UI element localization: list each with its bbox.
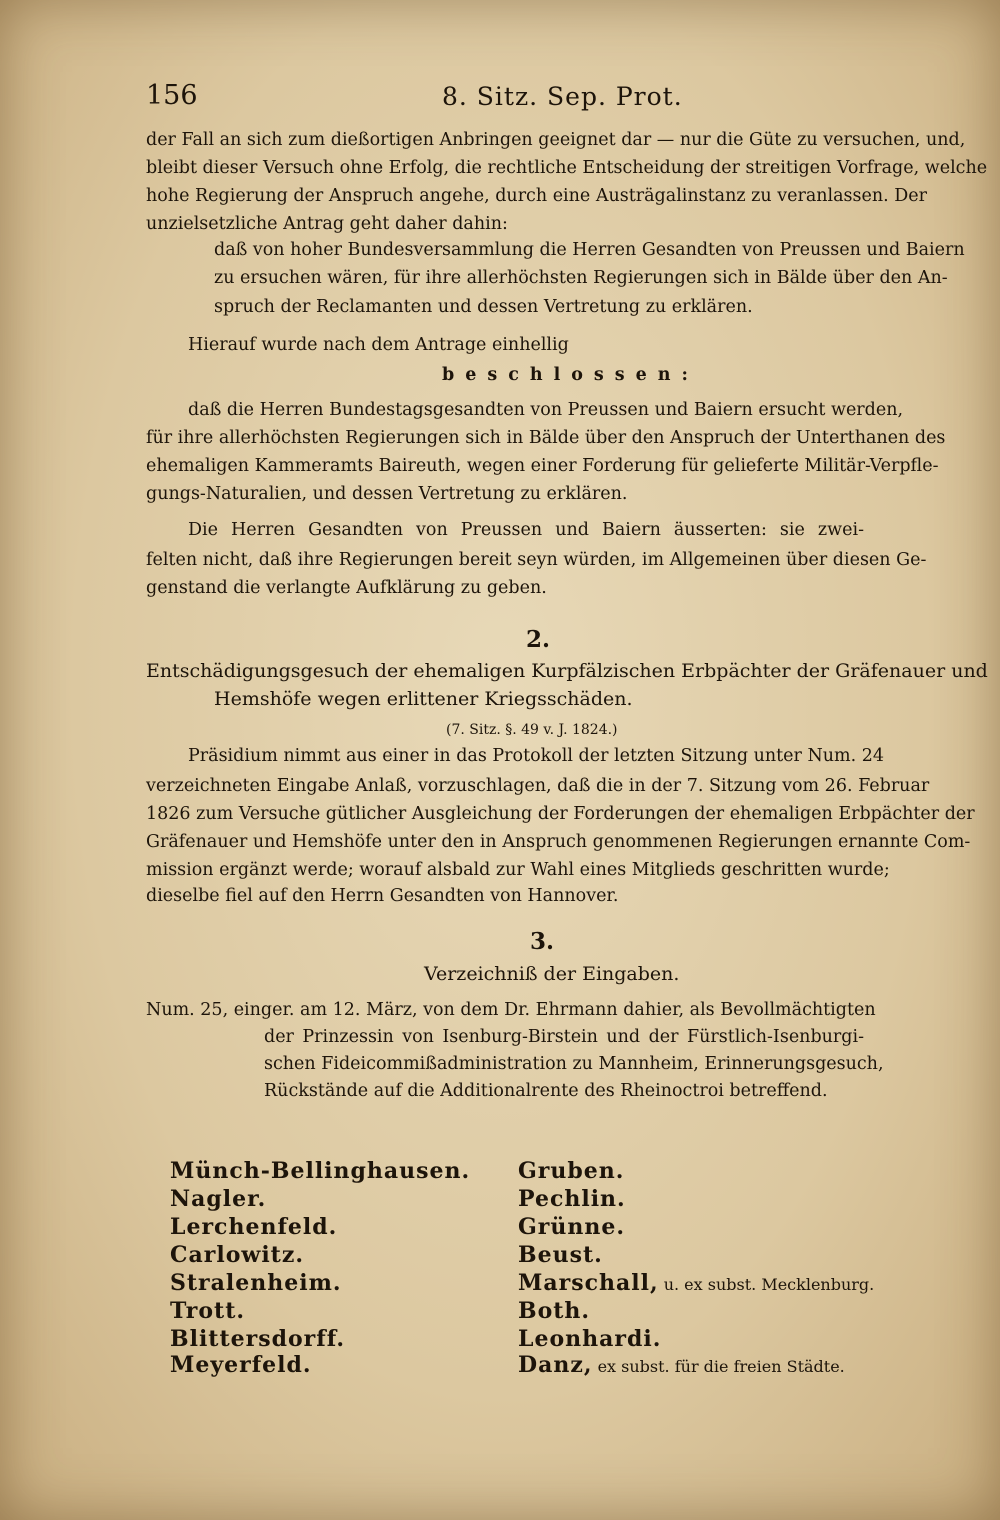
text-line: spruch der Reclamanten und dessen Vertretung zu erklären.	[214, 297, 753, 317]
signature-name: Meyerfeld.	[170, 1352, 312, 1378]
text-line: gungs-Naturalien, und dessen Vertretung zu erklären.	[146, 484, 628, 504]
signature-name: Trott.	[170, 1298, 246, 1324]
signature-name: Nagler.	[170, 1186, 267, 1212]
text-line: 1826 zum Versuche gütlicher Ausgleichung der Forderungen der ehemaligen Erbpächter der	[146, 804, 975, 824]
signature-entry	[518, 1158, 624, 1184]
running-title: 8. Sitz. Sep. Prot.	[442, 82, 683, 111]
signature-entry	[518, 1270, 874, 1296]
text-line: hohe Regierung der Anspruch angehe, durch eine Austrägalinstanz zu veranlassen. Der	[146, 186, 928, 206]
signature-name: Both.	[518, 1298, 591, 1324]
text-line: unzielsetzliche Antrag geht daher dahin:	[146, 214, 508, 234]
signature-entry	[518, 1352, 845, 1378]
text-line: genstand die verlangte Aufklärung zu geben.	[146, 578, 547, 598]
signature-entry	[518, 1298, 590, 1324]
text-line: bleibt dieser Versuch ohne Erfolg, die rechtliche Entscheidung der streitigen Vorfrage, welche	[146, 158, 988, 178]
text-line: schen Fideicommißadministration zu Mannheim, Erinnerungsgesuch,	[264, 1054, 884, 1074]
text-line: der Prinzessin von Isenburg-Birstein und der Fürstlich-Isenburgi-	[264, 1027, 864, 1047]
signature-note: ex subst. für die freien Städte.	[592, 1357, 845, 1376]
text-line: Hierauf wurde nach dem Antrage einhellig	[188, 335, 569, 355]
text-line: dieselbe fiel auf den Herrn Gesandten von Hannover.	[146, 886, 619, 906]
signature-name: Carlowitz.	[170, 1242, 304, 1268]
text-line: für ihre allerhöchsten Regierungen sich in Bälde über den Anspruch der Unterthanen des	[146, 428, 946, 448]
text-line: zu ersuchen wären, für ihre allerhöchsten Regierungen sich in Bälde über den An-	[214, 268, 948, 288]
signature-entry	[518, 1242, 603, 1268]
signature-entry	[518, 1326, 661, 1352]
signature-name: Grünne.	[518, 1214, 626, 1240]
signature-name: Stralenheim.	[170, 1270, 342, 1296]
signature-note: u. ex subst. Mecklenburg.	[658, 1275, 875, 1294]
signature-name: Lerchenfeld.	[170, 1214, 338, 1240]
text-line: felten nicht, daß ihre Regierungen bereit seyn würden, im Allgemeinen über diesen Ge-	[146, 550, 927, 570]
signature-entry	[518, 1186, 626, 1212]
signature-name: Blittersdorff.	[170, 1326, 346, 1352]
signature-name: Beust.	[518, 1242, 603, 1268]
signature-entry	[518, 1214, 625, 1240]
text-line: Num. 25, einger. am 12. März, von dem Dr. Ehrmann dahier, als Bevollmächtigten	[146, 1000, 876, 1020]
section-number: 2.	[526, 626, 551, 653]
text-line: daß die Herren Bundestagsgesandten von Preussen und Baiern ersucht werden,	[188, 400, 904, 420]
text-line: mission ergänzt werde; worauf alsbald zur Wahl eines Mitglieds geschritten wurde;	[146, 860, 890, 880]
signature-name: Leonhardi.	[518, 1326, 662, 1352]
signature-name: Pechlin.	[518, 1186, 626, 1212]
resolution-keyword: beschlossen:	[442, 365, 699, 385]
text-line: der Fall an sich zum dießortigen Anbringen geeignet dar — nur die Güte zu versuchen, und,	[146, 130, 966, 150]
signature-name: Danz,	[518, 1352, 593, 1378]
section-heading: Hemshöfe wegen erlittener Kriegsschäden.	[214, 688, 633, 710]
signature-name: Münch-Bellinghausen.	[170, 1158, 471, 1184]
text-line: Die Herren Gesandten von Preussen und Baiern äusserten: sie zwei-	[188, 520, 864, 540]
text-line: Gräfenauer und Hemshöfe unter den in Anspruch genommenen Regierungen ernannte Com-	[146, 832, 971, 852]
signature-name: Marschall,	[518, 1270, 659, 1296]
reference: (7. Sitz. §. 49 v. J. 1824.)	[446, 722, 618, 738]
text-line: Präsidium nimmt aus einer in das Protokoll der letzten Sitzung unter Num. 24	[188, 746, 885, 766]
page-number: 156	[146, 80, 198, 111]
section-number: 3.	[530, 928, 555, 955]
section-heading: Verzeichniß der Eingaben.	[424, 963, 680, 985]
signature-name: Gruben.	[518, 1158, 625, 1184]
section-heading: Entschädigungsgesuch der ehemaligen Kurpfälzischen Erbpächter der Gräfenauer und	[146, 660, 988, 682]
text-line: daß von hoher Bundesversammlung die Herren Gesandten von Preussen und Baiern	[214, 240, 965, 260]
text-line: verzeichneten Eingabe Anlaß, vorzuschlagen, daß die in der 7. Sitzung vom 26. Februar	[146, 776, 930, 796]
text-line: ehemaligen Kammeramts Baireuth, wegen einer Forderung für gelieferte Militär-Verpfle-	[146, 456, 939, 476]
text-line: Rückstände auf die Additionalrente des Rheinoctroi betreffend.	[264, 1081, 828, 1101]
